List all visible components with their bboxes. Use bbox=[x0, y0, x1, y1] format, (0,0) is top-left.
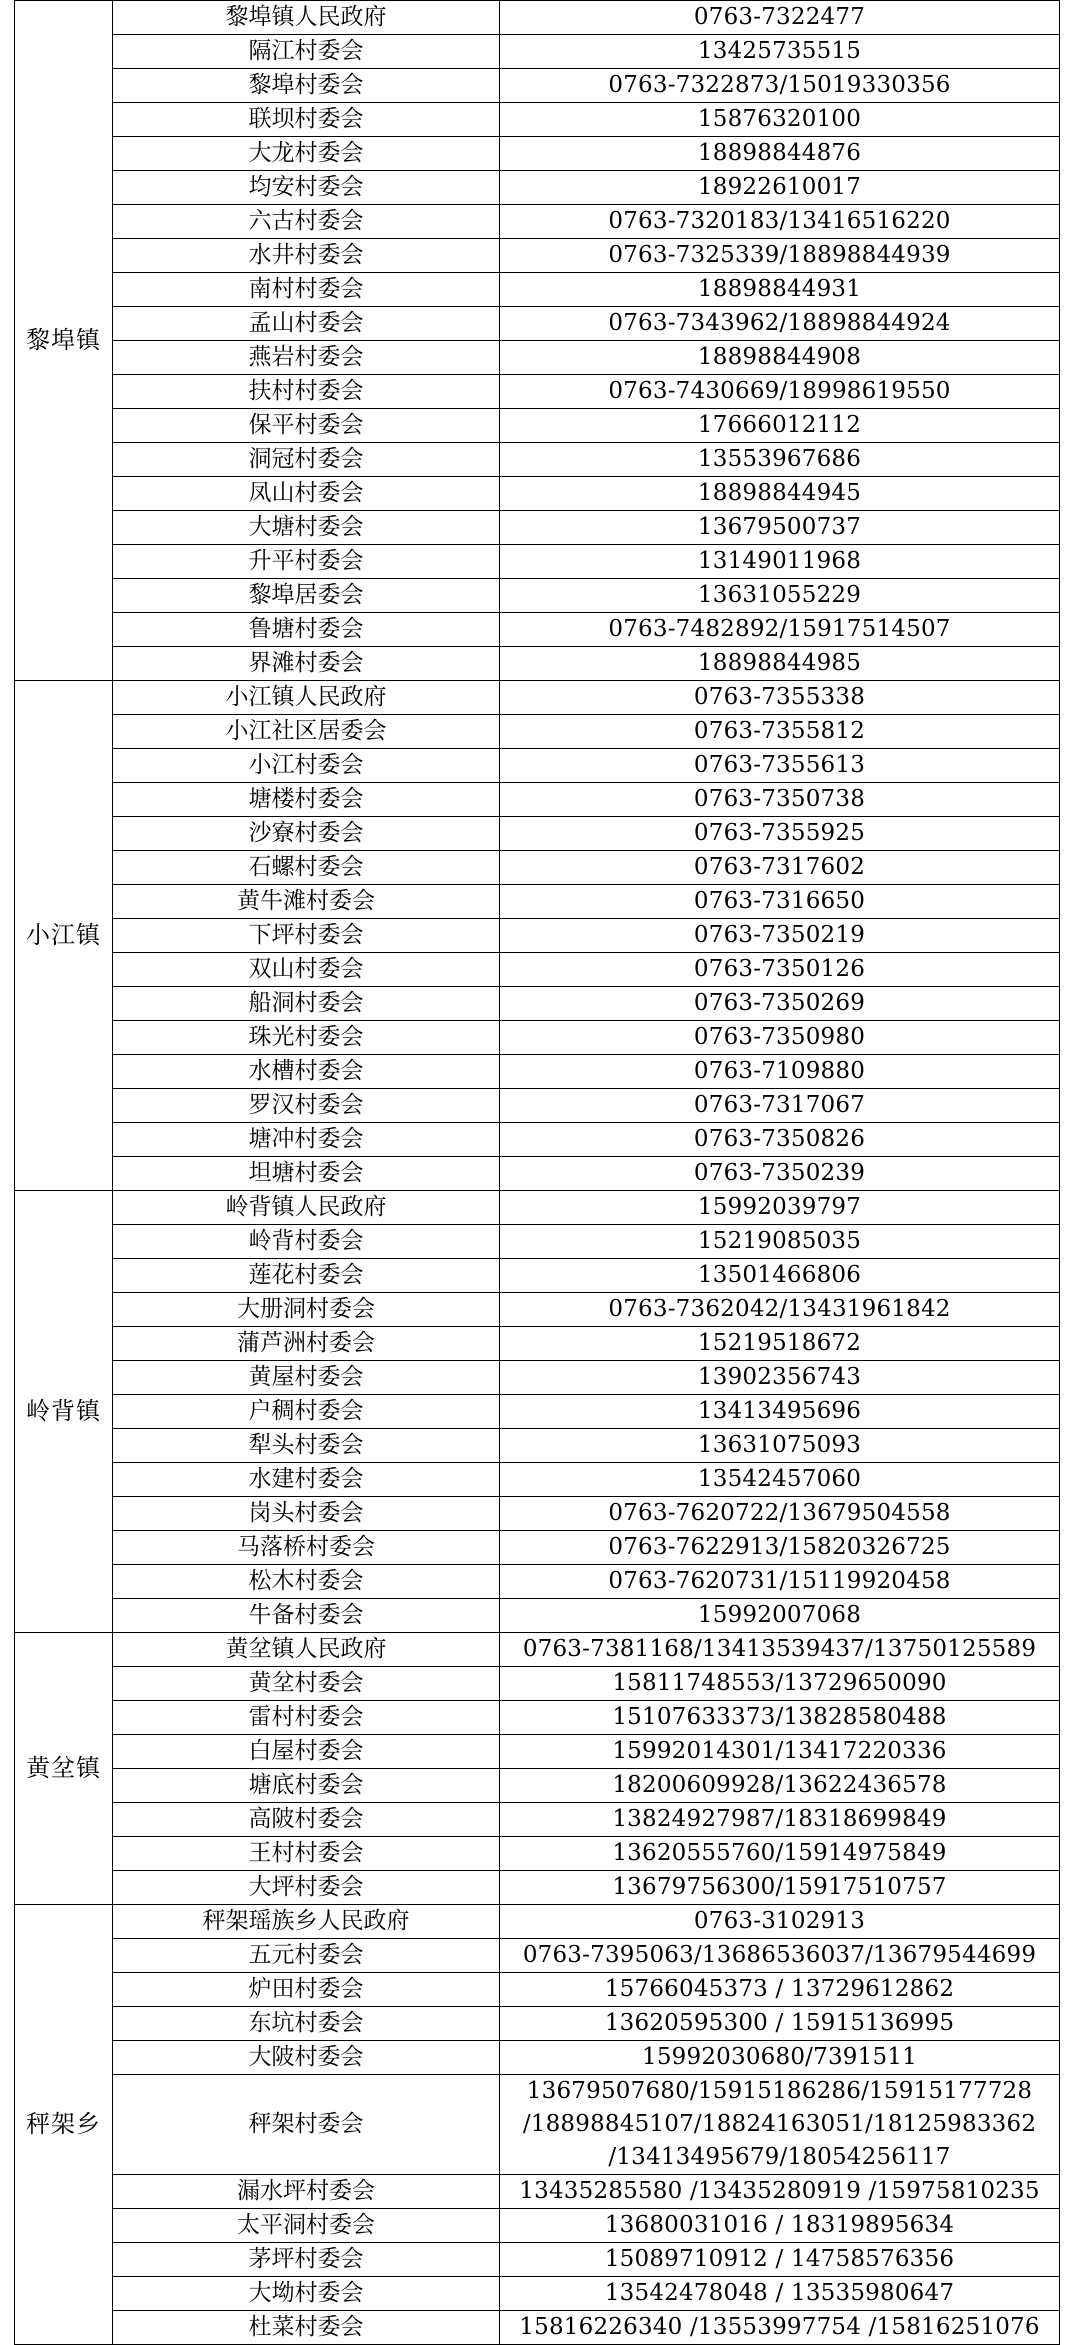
town-name-cell: 黎埠镇 bbox=[15, 1, 113, 681]
phone-number-cell: 0763-7317602 bbox=[500, 851, 1060, 885]
unit-name-cell: 水井村委会 bbox=[113, 239, 500, 273]
unit-name-cell: 犁头村委会 bbox=[113, 1429, 500, 1463]
table-row bbox=[15, 1803, 1060, 1837]
table-row bbox=[15, 2175, 1060, 2209]
table-row bbox=[15, 953, 1060, 987]
table-row bbox=[15, 681, 1060, 715]
phone-number-cell: 13680031016 / 18319895634 bbox=[500, 2209, 1060, 2243]
phone-number-cell: 18922610017 bbox=[500, 171, 1060, 205]
table-row bbox=[15, 2041, 1060, 2075]
phone-number-cell: 15107633373/13828580488 bbox=[500, 1701, 1060, 1735]
table-row bbox=[15, 1497, 1060, 1531]
phone-number-cell: 0763-7109880 bbox=[500, 1055, 1060, 1089]
unit-name-cell: 珠光村委会 bbox=[113, 1021, 500, 1055]
table-row bbox=[15, 647, 1060, 681]
unit-name-cell: 秤架村委会 bbox=[113, 2075, 500, 2175]
unit-name-cell: 小江社区居委会 bbox=[113, 715, 500, 749]
table-row bbox=[15, 579, 1060, 613]
unit-name-cell: 马落桥村委会 bbox=[113, 1531, 500, 1565]
table-row bbox=[15, 375, 1060, 409]
unit-name-cell: 鲁塘村委会 bbox=[113, 613, 500, 647]
table-row bbox=[15, 103, 1060, 137]
town-name-cell: 秤架乡 bbox=[15, 1905, 113, 2345]
table-row bbox=[15, 2007, 1060, 2041]
unit-name-cell: 下坪村委会 bbox=[113, 919, 500, 953]
table-row bbox=[15, 749, 1060, 783]
table-row bbox=[15, 1191, 1060, 1225]
unit-name-cell: 牛备村委会 bbox=[113, 1599, 500, 1633]
unit-name-cell: 石螺村委会 bbox=[113, 851, 500, 885]
unit-name-cell: 燕岩村委会 bbox=[113, 341, 500, 375]
unit-name-cell: 黄坌村委会 bbox=[113, 1667, 500, 1701]
unit-name-cell: 塘楼村委会 bbox=[113, 783, 500, 817]
table-row bbox=[15, 2243, 1060, 2277]
table-row bbox=[15, 1599, 1060, 1633]
unit-name-cell: 水建村委会 bbox=[113, 1463, 500, 1497]
unit-name-cell: 联坝村委会 bbox=[113, 103, 500, 137]
unit-name-cell: 保平村委会 bbox=[113, 409, 500, 443]
phone-number-cell: 15992014301/13417220336 bbox=[500, 1735, 1060, 1769]
unit-name-cell: 炉田村委会 bbox=[113, 1973, 500, 2007]
phone-number-cell: 13620595300 / 15915136995 bbox=[500, 2007, 1060, 2041]
phone-number-cell: 0763-7620722/13679504558 bbox=[500, 1497, 1060, 1531]
unit-name-cell: 沙寮村委会 bbox=[113, 817, 500, 851]
phone-number-cell: 0763-3102913 bbox=[500, 1905, 1060, 1939]
unit-name-cell: 扶村村委会 bbox=[113, 375, 500, 409]
table-row bbox=[15, 1633, 1060, 1667]
phone-number-cell: 13542478048 / 13535980647 bbox=[500, 2277, 1060, 2311]
unit-name-cell: 小江镇人民政府 bbox=[113, 681, 500, 715]
phone-number-cell: 0763-7355613 bbox=[500, 749, 1060, 783]
table-row bbox=[15, 1735, 1060, 1769]
unit-name-cell: 黄坌镇人民政府 bbox=[113, 1633, 500, 1667]
table-row bbox=[15, 307, 1060, 341]
phone-number-cell: 0763-7620731/15119920458 bbox=[500, 1565, 1060, 1599]
unit-name-cell: 黎埠村委会 bbox=[113, 69, 500, 103]
table-row bbox=[15, 851, 1060, 885]
phone-number-cell: 13902356743 bbox=[500, 1361, 1060, 1395]
phone-number-cell: 0763-7395063/13686536037/13679544699 bbox=[500, 1939, 1060, 1973]
unit-name-cell: 东坑村委会 bbox=[113, 2007, 500, 2041]
unit-name-cell: 南村村委会 bbox=[113, 273, 500, 307]
table-row bbox=[15, 545, 1060, 579]
phone-number-cell: 13824927987/18318699849 bbox=[500, 1803, 1060, 1837]
phone-number-cell: 15992039797 bbox=[500, 1191, 1060, 1225]
table-row bbox=[15, 783, 1060, 817]
unit-name-cell: 雷村村委会 bbox=[113, 1701, 500, 1735]
table-row bbox=[15, 69, 1060, 103]
table-row bbox=[15, 477, 1060, 511]
unit-name-cell: 五元村委会 bbox=[113, 1939, 500, 1973]
phone-number-cell: 0763-7322477 bbox=[500, 1, 1060, 35]
unit-name-cell: 洞冠村委会 bbox=[113, 443, 500, 477]
unit-name-cell: 塘底村委会 bbox=[113, 1769, 500, 1803]
phone-number-cell: 18200609928/13622436578 bbox=[500, 1769, 1060, 1803]
phone-number-cell: 13631075093 bbox=[500, 1429, 1060, 1463]
unit-name-cell: 小江村委会 bbox=[113, 749, 500, 783]
phone-number-cell: 13149011968 bbox=[500, 545, 1060, 579]
phone-number-cell: 18898844908 bbox=[500, 341, 1060, 375]
table-row bbox=[15, 1565, 1060, 1599]
phone-number-cell: 15219518672 bbox=[500, 1327, 1060, 1361]
table-row bbox=[15, 1769, 1060, 1803]
phone-number-cell: 0763-7482892/15917514507 bbox=[500, 613, 1060, 647]
phone-number-cell: 0763-7430669/18998619550 bbox=[500, 375, 1060, 409]
table-row bbox=[15, 2311, 1060, 2345]
phone-number-cell bbox=[500, 2075, 1060, 2175]
unit-name-cell: 黎埠居委会 bbox=[113, 579, 500, 613]
phone-number-cell: 13553967686 bbox=[500, 443, 1060, 477]
table-row bbox=[15, 1259, 1060, 1293]
table-row bbox=[15, 2277, 1060, 2311]
phone-number-cell: 0763-7350126 bbox=[500, 953, 1060, 987]
unit-name-cell: 王村村委会 bbox=[113, 1837, 500, 1871]
unit-name-cell: 高陂村委会 bbox=[113, 1803, 500, 1837]
phone-number-cell: 15992007068 bbox=[500, 1599, 1060, 1633]
table-row bbox=[15, 1939, 1060, 1973]
unit-name-cell: 岗头村委会 bbox=[113, 1497, 500, 1531]
unit-name-cell: 水槽村委会 bbox=[113, 1055, 500, 1089]
table-row bbox=[15, 171, 1060, 205]
unit-name-cell: 六古村委会 bbox=[113, 205, 500, 239]
phone-number-cell: 0763-7622913/15820326725 bbox=[500, 1531, 1060, 1565]
phone-number-cell: 0763-7355338 bbox=[500, 681, 1060, 715]
phone-number-cell: 13679756300/15917510757 bbox=[500, 1871, 1060, 1905]
table-row bbox=[15, 1973, 1060, 2007]
town-name-cell: 黄坌镇 bbox=[15, 1633, 113, 1905]
phone-number-line: /18898845107/18824163051/18125983362 bbox=[522, 2111, 1037, 2137]
unit-name-cell: 白屋村委会 bbox=[113, 1735, 500, 1769]
unit-name-cell: 黄牛滩村委会 bbox=[113, 885, 500, 919]
phone-number-cell: 0763-7350980 bbox=[500, 1021, 1060, 1055]
phone-number-cell: 0763-7317067 bbox=[500, 1089, 1060, 1123]
phone-number-cell: 0763-7343962/18898844924 bbox=[500, 307, 1060, 341]
phone-number-cell: 0763-7355925 bbox=[500, 817, 1060, 851]
table-row bbox=[15, 1395, 1060, 1429]
table-row bbox=[15, 409, 1060, 443]
unit-name-cell: 岭背镇人民政府 bbox=[113, 1191, 500, 1225]
table-row bbox=[15, 885, 1060, 919]
unit-name-cell: 双山村委会 bbox=[113, 953, 500, 987]
unit-name-cell: 大坪村委会 bbox=[113, 1871, 500, 1905]
unit-name-cell: 漏水坪村委会 bbox=[113, 2175, 500, 2209]
table-row bbox=[15, 1055, 1060, 1089]
table-row bbox=[15, 511, 1060, 545]
unit-name-cell: 莲花村委会 bbox=[113, 1259, 500, 1293]
unit-name-cell: 蒲芦洲村委会 bbox=[113, 1327, 500, 1361]
phone-number-cell: 13435285580 /13435280919 /15975810235 bbox=[500, 2175, 1060, 2209]
phone-number-cell: 0763-7362042/13431961842 bbox=[500, 1293, 1060, 1327]
phone-number-cell: 0763-7316650 bbox=[500, 885, 1060, 919]
unit-name-cell: 孟山村委会 bbox=[113, 307, 500, 341]
phone-number-cell: 15811748553/13729650090 bbox=[500, 1667, 1060, 1701]
phone-number-cell: 18898844876 bbox=[500, 137, 1060, 171]
phone-number-cell: 15816226340 /13553997754 /15816251076 bbox=[500, 2311, 1060, 2345]
table-row bbox=[15, 443, 1060, 477]
phone-number-cell: 15089710912 / 14758576356 bbox=[500, 2243, 1060, 2277]
unit-name-cell: 黄屋村委会 bbox=[113, 1361, 500, 1395]
table-row bbox=[15, 341, 1060, 375]
table-row bbox=[15, 1225, 1060, 1259]
phone-number-cell: 18898844985 bbox=[500, 647, 1060, 681]
phone-number-cell: 0763-7322873/15019330356 bbox=[500, 69, 1060, 103]
table-row bbox=[15, 613, 1060, 647]
phone-number-cell: 18898844945 bbox=[500, 477, 1060, 511]
table-row bbox=[15, 2209, 1060, 2243]
table-row bbox=[15, 35, 1060, 69]
unit-name-cell: 大坳村委会 bbox=[113, 2277, 500, 2311]
phone-number-cell: 13631055229 bbox=[500, 579, 1060, 613]
phone-number-line: /13413495679/18054256117 bbox=[608, 2144, 951, 2170]
phone-number-cell: 0763-7381168/13413539437/13750125589 bbox=[500, 1633, 1060, 1667]
table-row bbox=[15, 137, 1060, 171]
table-row bbox=[15, 1429, 1060, 1463]
unit-name-cell: 隔江村委会 bbox=[113, 35, 500, 69]
town-name-cell: 小江镇 bbox=[15, 681, 113, 1191]
phone-number-cell: 15766045373 / 13729612862 bbox=[500, 1973, 1060, 2007]
table-row bbox=[15, 273, 1060, 307]
table-row bbox=[15, 2075, 1060, 2175]
unit-name-cell: 罗汉村委会 bbox=[113, 1089, 500, 1123]
phone-number-cell: 13413495696 bbox=[500, 1395, 1060, 1429]
table-row bbox=[15, 919, 1060, 953]
table-row bbox=[15, 205, 1060, 239]
table-row bbox=[15, 1463, 1060, 1497]
phone-number-cell: 13501466806 bbox=[500, 1259, 1060, 1293]
unit-name-cell: 大陂村委会 bbox=[113, 2041, 500, 2075]
phone-number-line: 13679507680/15915186286/15915177728 bbox=[526, 2078, 1033, 2104]
unit-name-cell: 岭背村委会 bbox=[113, 1225, 500, 1259]
phone-number-cell: 0763-7350738 bbox=[500, 783, 1060, 817]
unit-name-cell: 均安村委会 bbox=[113, 171, 500, 205]
table-row bbox=[15, 239, 1060, 273]
directory-body bbox=[15, 1, 1060, 2345]
table-row bbox=[15, 1293, 1060, 1327]
phone-number-cell: 13425735515 bbox=[500, 35, 1060, 69]
contact-directory-table bbox=[14, 0, 1060, 2345]
unit-name-cell: 黎埠镇人民政府 bbox=[113, 1, 500, 35]
phone-number-cell: 0763-7350826 bbox=[500, 1123, 1060, 1157]
unit-name-cell: 坦塘村委会 bbox=[113, 1157, 500, 1191]
phone-number-cell: 15876320100 bbox=[500, 103, 1060, 137]
table-row bbox=[15, 1837, 1060, 1871]
table-row bbox=[15, 1905, 1060, 1939]
table-row bbox=[15, 987, 1060, 1021]
phone-number-cell: 0763-7320183/13416516220 bbox=[500, 205, 1060, 239]
unit-name-cell: 大塘村委会 bbox=[113, 511, 500, 545]
phone-number-cell: 13620555760/15914975849 bbox=[500, 1837, 1060, 1871]
unit-name-cell: 船洞村委会 bbox=[113, 987, 500, 1021]
table-row bbox=[15, 715, 1060, 749]
unit-name-cell: 升平村委会 bbox=[113, 545, 500, 579]
phone-number-cell: 0763-7325339/18898844939 bbox=[500, 239, 1060, 273]
table-row bbox=[15, 1361, 1060, 1395]
phone-number-cell: 18898844931 bbox=[500, 273, 1060, 307]
table-row bbox=[15, 1, 1060, 35]
phone-number-cell: 13679500737 bbox=[500, 511, 1060, 545]
table-row bbox=[15, 1701, 1060, 1735]
phone-number-cell: 17666012112 bbox=[500, 409, 1060, 443]
table-row bbox=[15, 1089, 1060, 1123]
table-row bbox=[15, 1667, 1060, 1701]
phone-number-cell: 0763-7350219 bbox=[500, 919, 1060, 953]
unit-name-cell: 秤架瑶族乡人民政府 bbox=[113, 1905, 500, 1939]
phone-number-cell: 0763-7350239 bbox=[500, 1157, 1060, 1191]
unit-name-cell: 松木村委会 bbox=[113, 1565, 500, 1599]
table-row bbox=[15, 1871, 1060, 1905]
table-row bbox=[15, 817, 1060, 851]
unit-name-cell: 大龙村委会 bbox=[113, 137, 500, 171]
unit-name-cell: 大册洞村委会 bbox=[113, 1293, 500, 1327]
phone-number-cell: 0763-7350269 bbox=[500, 987, 1060, 1021]
phone-number-cell: 13542457060 bbox=[500, 1463, 1060, 1497]
town-name-cell: 岭背镇 bbox=[15, 1191, 113, 1633]
unit-name-cell: 塘冲村委会 bbox=[113, 1123, 500, 1157]
table-row bbox=[15, 1531, 1060, 1565]
contact-directory-sheet bbox=[14, 0, 1059, 2345]
table-row bbox=[15, 1157, 1060, 1191]
table-row bbox=[15, 1021, 1060, 1055]
phone-number-cell: 15992030680/7391511 bbox=[500, 2041, 1060, 2075]
unit-name-cell: 杜菜村委会 bbox=[113, 2311, 500, 2345]
phone-number-cell: 15219085035 bbox=[500, 1225, 1060, 1259]
unit-name-cell: 太平洞村委会 bbox=[113, 2209, 500, 2243]
unit-name-cell: 界滩村委会 bbox=[113, 647, 500, 681]
phone-number-cell: 0763-7355812 bbox=[500, 715, 1060, 749]
unit-name-cell: 茅坪村委会 bbox=[113, 2243, 500, 2277]
table-row bbox=[15, 1123, 1060, 1157]
unit-name-cell: 户稠村委会 bbox=[113, 1395, 500, 1429]
table-row bbox=[15, 1327, 1060, 1361]
unit-name-cell: 凤山村委会 bbox=[113, 477, 500, 511]
